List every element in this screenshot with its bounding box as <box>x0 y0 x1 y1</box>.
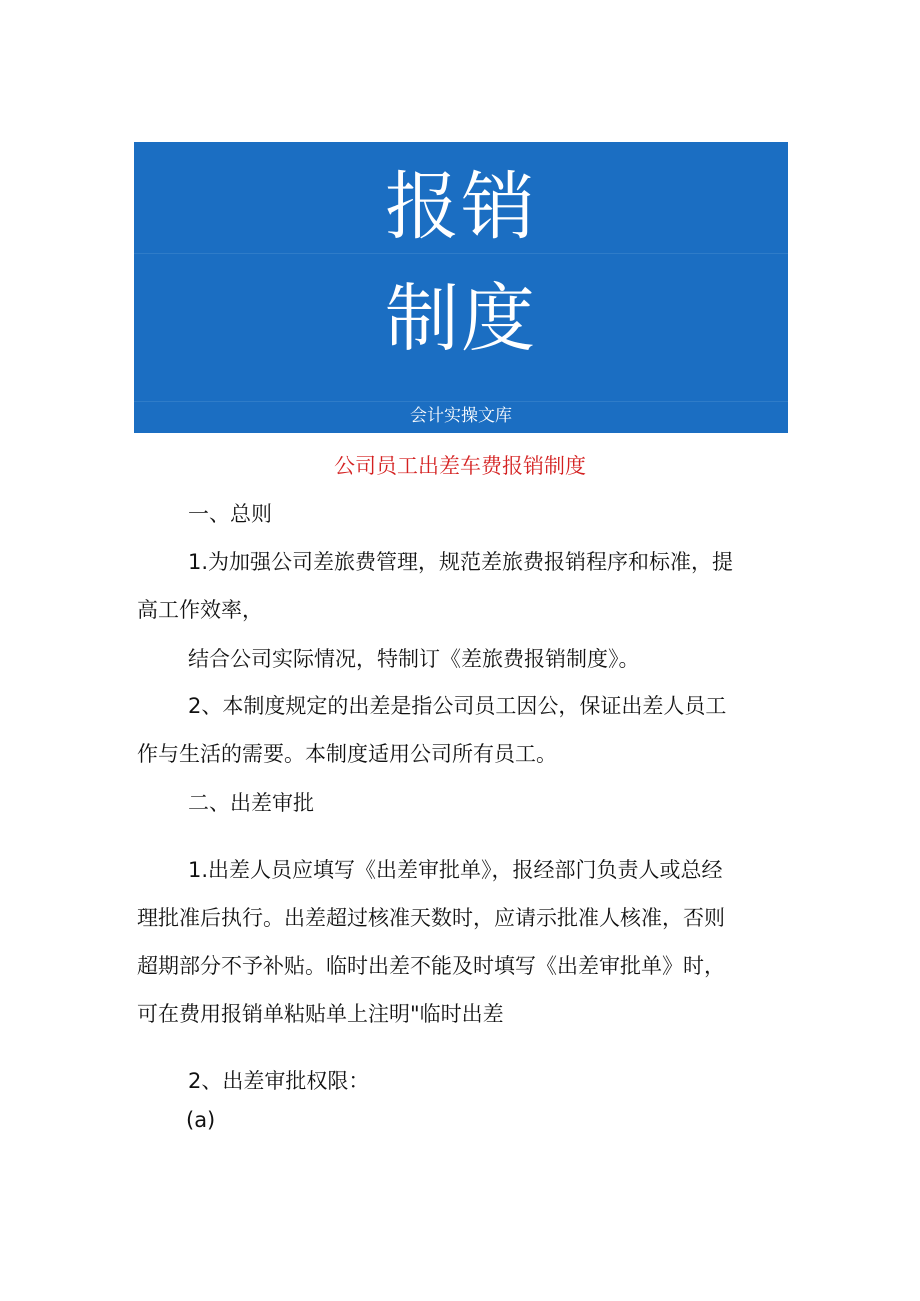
section-heading-approval: 二、出差审批 <box>188 791 314 815</box>
banner-title-line2: 制度 <box>385 276 537 362</box>
document-title: 公司员工出差车费报销制度 <box>334 454 586 478</box>
list-marker: (a) <box>186 1108 216 1132</box>
paragraph-line: 1.出差人员应填写《出差审批单》，报经部门负责人或总经 <box>188 858 723 882</box>
paragraph-line: 作与生活的需要。本制度适用公司所有员工。 <box>137 742 557 766</box>
paragraph-line: 结合公司实际情况，特制订《差旅费报销制度》。 <box>188 647 640 671</box>
paragraph-line: 高工作效率， <box>137 598 263 622</box>
cover-banner <box>134 142 788 433</box>
section-heading-general: 一、总则 <box>188 502 272 526</box>
banner-subtitle: 会计实操文库 <box>410 406 512 426</box>
paragraph-line: 2、本制度规定的出差是指公司员工因公，保证出差人员工 <box>188 694 727 718</box>
banner-divider <box>134 401 788 402</box>
paragraph-line: 1.为加强公司差旅费管理，规范差旅费报销程序和标准，提 <box>188 550 734 574</box>
paragraph-line: 超期部分不予补贴。临时出差不能及时填写《出差审批单》时， <box>137 954 725 978</box>
paragraph-line: 可在费用报销单粘贴单上注明"临时出差 <box>137 1002 504 1026</box>
banner-divider <box>134 253 788 254</box>
banner-title-line1: 报销 <box>385 164 537 250</box>
paragraph-line: 2、出差审批权限： <box>188 1069 370 1093</box>
paragraph-line: 理批准后执行。出差超过核准天数时，应请示批准人核准，否则 <box>137 906 725 930</box>
